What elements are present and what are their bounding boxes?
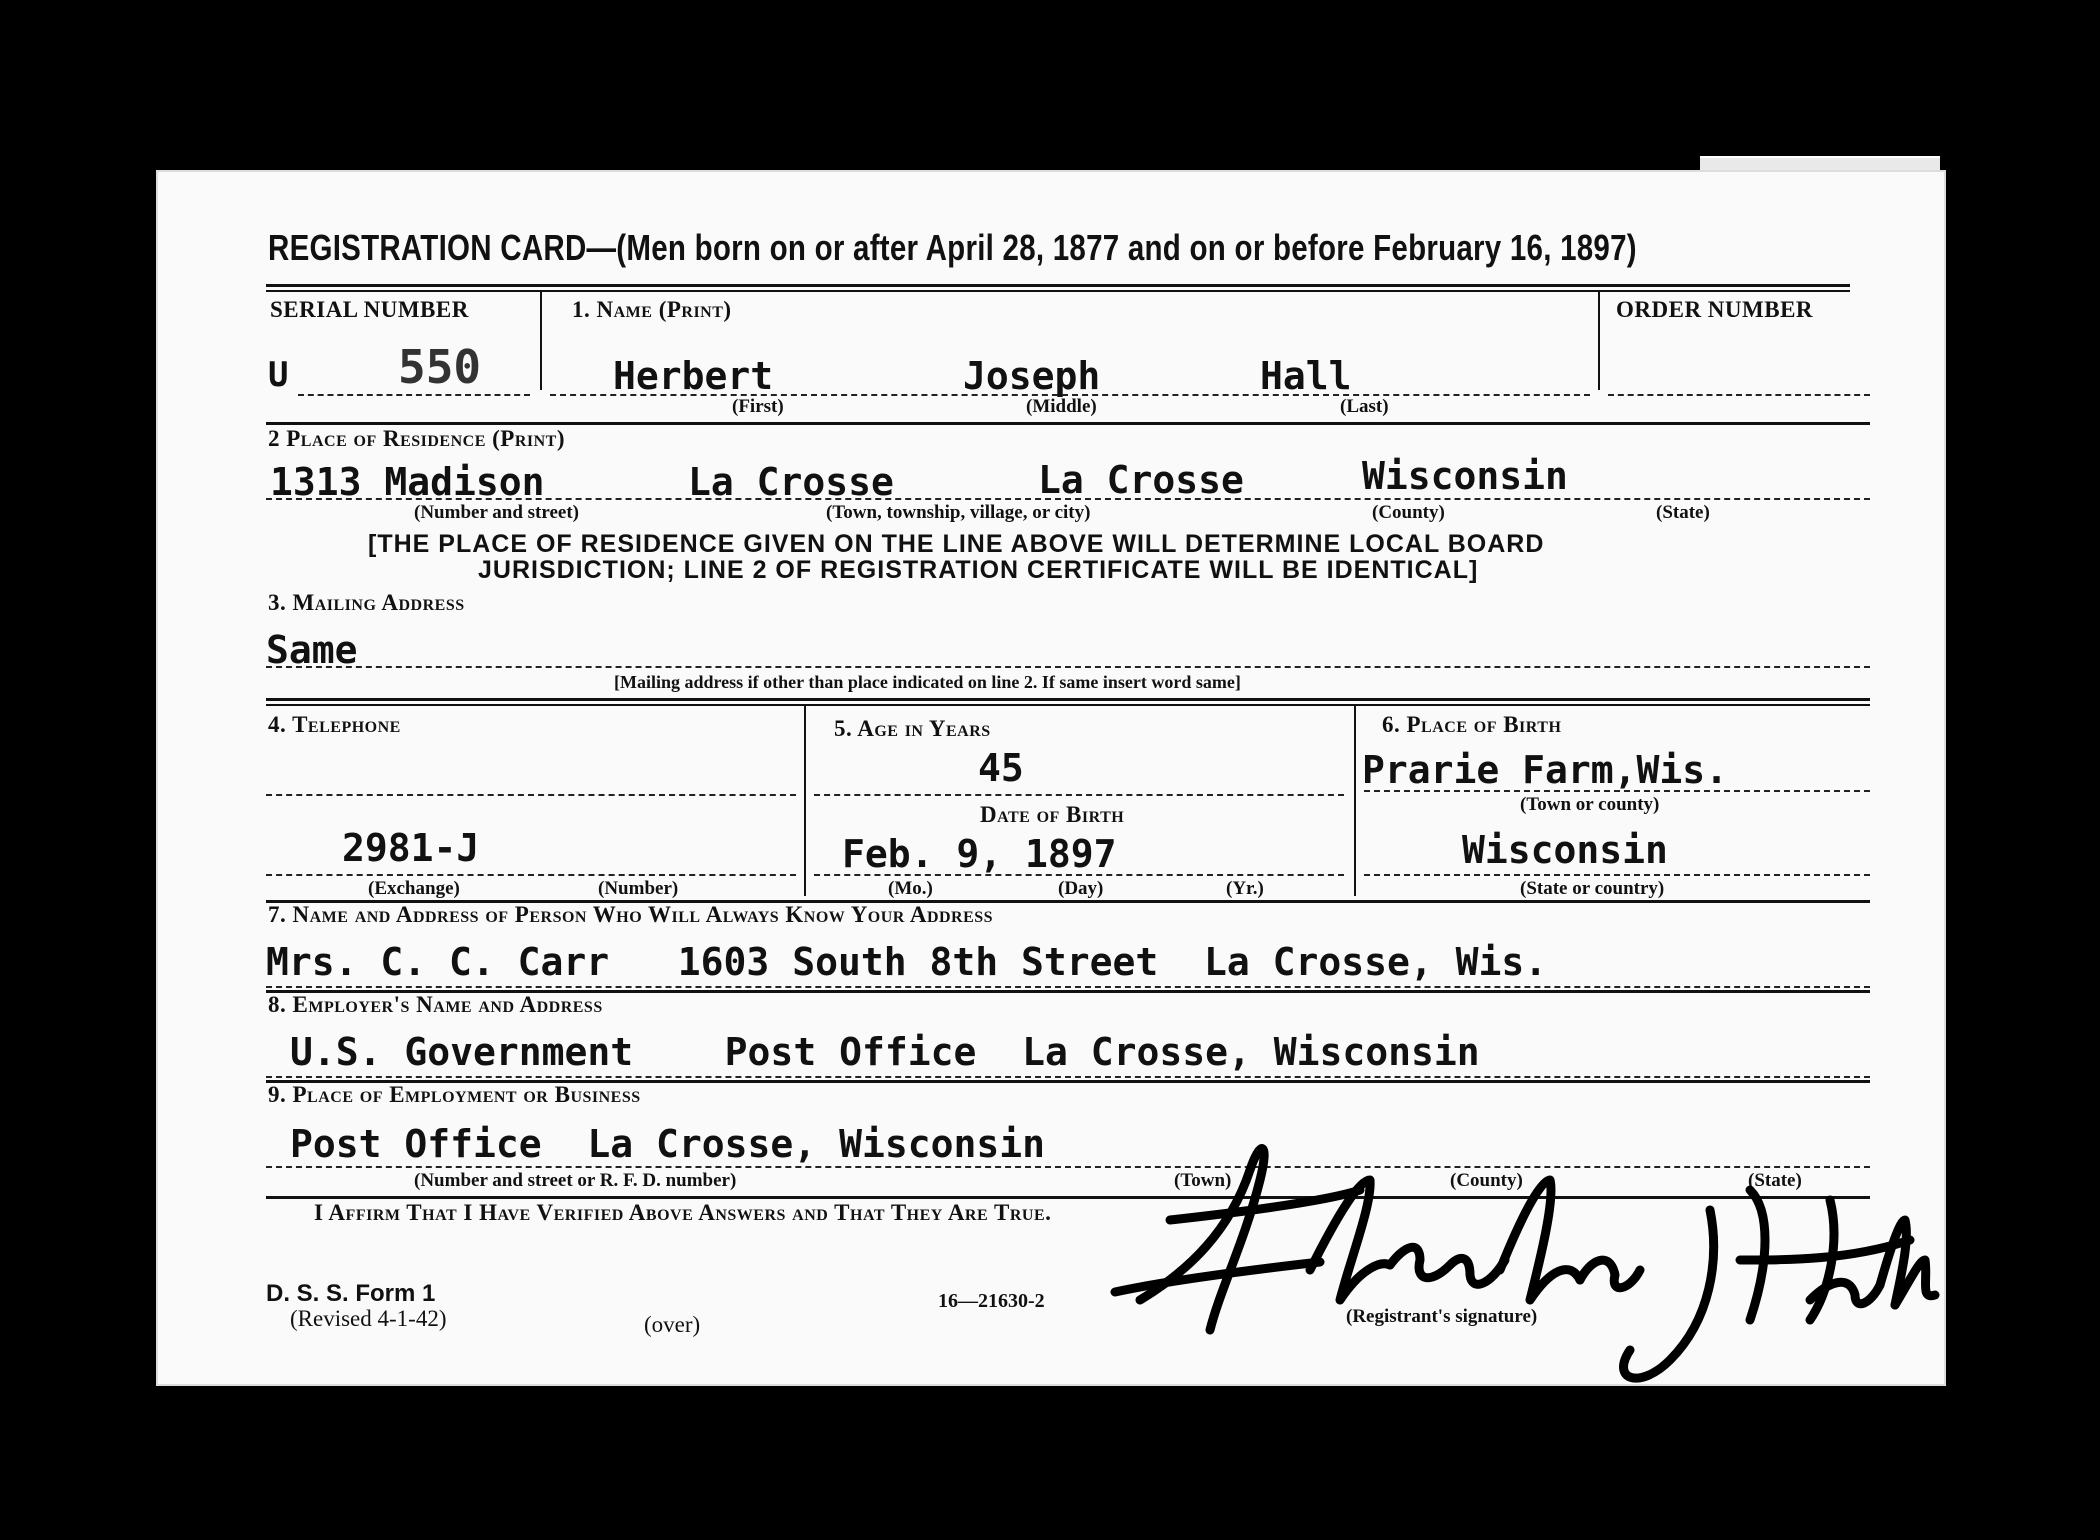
contact-line (266, 986, 1870, 988)
over-note: (over) (644, 1312, 701, 1337)
birthplace-line-2 (1364, 874, 1870, 876)
contact-label: 7. Name and Address of Person Who Will Always Know Your Address (268, 902, 994, 927)
birthplace-label: 6. Place of Birth (1382, 712, 1562, 737)
residence-town-caption: (Town, township, village, or city) (826, 502, 1091, 523)
name-label: 1. Name (Print) (572, 297, 732, 322)
number-caption: (Number) (598, 878, 679, 899)
dob-label: Date of Birth (980, 802, 1125, 827)
residence-town: La Crosse (688, 460, 894, 504)
mailing-caption: [Mailing address if other than place indicated on line 2. If same insert word same] (614, 672, 1241, 692)
rule-inner (266, 704, 1870, 706)
divider (1354, 706, 1356, 896)
telephone-line-1 (266, 794, 796, 796)
month-caption: (Mo.) (888, 878, 933, 899)
employment-state-caption: (State) (1748, 1170, 1802, 1191)
middle-name-value: Joseph (963, 354, 1101, 398)
day-caption: (Day) (1058, 878, 1104, 899)
serial-number-label: SERIAL NUMBER (270, 297, 469, 322)
divider (1598, 290, 1600, 390)
first-caption: (First) (732, 396, 784, 417)
residence-street: 1313 Madison (270, 460, 545, 504)
mailing-value: Same (266, 628, 358, 672)
residence-street-caption: (Number and street) (414, 502, 579, 523)
birthplace-town-caption: (Town or county) (1520, 794, 1660, 815)
serial-prefix: U (268, 355, 289, 395)
residence-state-caption: (State) (1656, 502, 1710, 523)
last-caption: (Last) (1340, 396, 1389, 417)
jurisdiction-notice-line1: [THE PLACE OF RESIDENCE GIVEN ON THE LINE ABOVE WILL DETERMINE LOCAL BOARD (368, 530, 1545, 558)
residence-county: La Crosse (1038, 458, 1244, 502)
middle-caption: (Middle) (1026, 396, 1097, 417)
contact-value: Mrs. C. C. Carr 1603 South 8th Street La Crosse, Wis. (266, 940, 1548, 984)
card-title: REGISTRATION CARD—(Men born on or after April 28, 1877 and on or before February 16, 1897) (268, 227, 1637, 268)
residence-label: 2 Place of Residence (Print) (268, 426, 566, 451)
dob-value: Feb. 9, 1897 (842, 832, 1117, 876)
serial-line (298, 394, 530, 396)
order-number-label: ORDER NUMBER (1616, 297, 1814, 322)
birthplace-line-1 (1364, 790, 1870, 792)
first-name-value: Herbert (613, 354, 774, 398)
affirmation-text: I Affirm That I Have Verified Above Answers and That They Are True. (314, 1200, 1052, 1225)
rule (266, 698, 1870, 701)
telephone-label: 4. Telephone (268, 712, 401, 737)
employer-label: 8. Employer's Name and Address (268, 992, 603, 1017)
form-name: D. S. S. Form 1 (266, 1280, 436, 1307)
mailing-label: 3. Mailing Address (268, 590, 465, 615)
signature-caption: (Registrant's signature) (1346, 1306, 1538, 1327)
jurisdiction-notice-line2: JURISDICTION; LINE 2 OF REGISTRATION CERTIFICATE WILL BE IDENTICAL] (478, 556, 1479, 584)
birthplace-town: Prarie Farm,Wis. (1362, 748, 1729, 792)
exchange-caption: (Exchange) (368, 878, 460, 899)
employment-street-caption: (Number and street or R. F. D. number) (414, 1170, 737, 1191)
print-code: 16—21630-2 (938, 1290, 1045, 1312)
form-revision: (Revised 4-1-42) (290, 1306, 447, 1331)
registrant-signature (1110, 1030, 1940, 1400)
top-rule-inner (266, 290, 1850, 292)
divider (804, 706, 806, 896)
top-rule (266, 284, 1850, 287)
telephone-line-2 (266, 874, 796, 876)
mailing-line (266, 666, 1870, 668)
residence-county-caption: (County) (1372, 502, 1445, 523)
employment-value: Post Office La Crosse, Wisconsin (290, 1122, 1045, 1166)
residence-state: Wisconsin (1362, 454, 1568, 498)
age-value: 45 (978, 746, 1024, 790)
employment-town-caption: (Town) (1174, 1170, 1232, 1191)
age-label: 5. Age in Years (834, 716, 991, 741)
year-caption: (Yr.) (1226, 878, 1264, 899)
serial-value: 550 (398, 340, 482, 394)
employment-county-caption: (County) (1450, 1170, 1523, 1191)
birthplace-state: Wisconsin (1462, 828, 1668, 872)
divider (540, 290, 542, 390)
employment-label: 9. Place of Employment or Business (268, 1082, 641, 1107)
telephone-value: 2981-J (342, 826, 480, 870)
birthplace-state-caption: (State or country) (1520, 878, 1665, 899)
residence-line (266, 498, 1870, 500)
age-line (814, 794, 1344, 796)
rule (266, 422, 1870, 425)
order-line (1608, 394, 1870, 396)
dob-line (814, 874, 1344, 876)
employer-value: U.S. Government Post Office La Crosse, Wisconsin (290, 1030, 1480, 1074)
last-name-value: Hall (1260, 354, 1352, 398)
